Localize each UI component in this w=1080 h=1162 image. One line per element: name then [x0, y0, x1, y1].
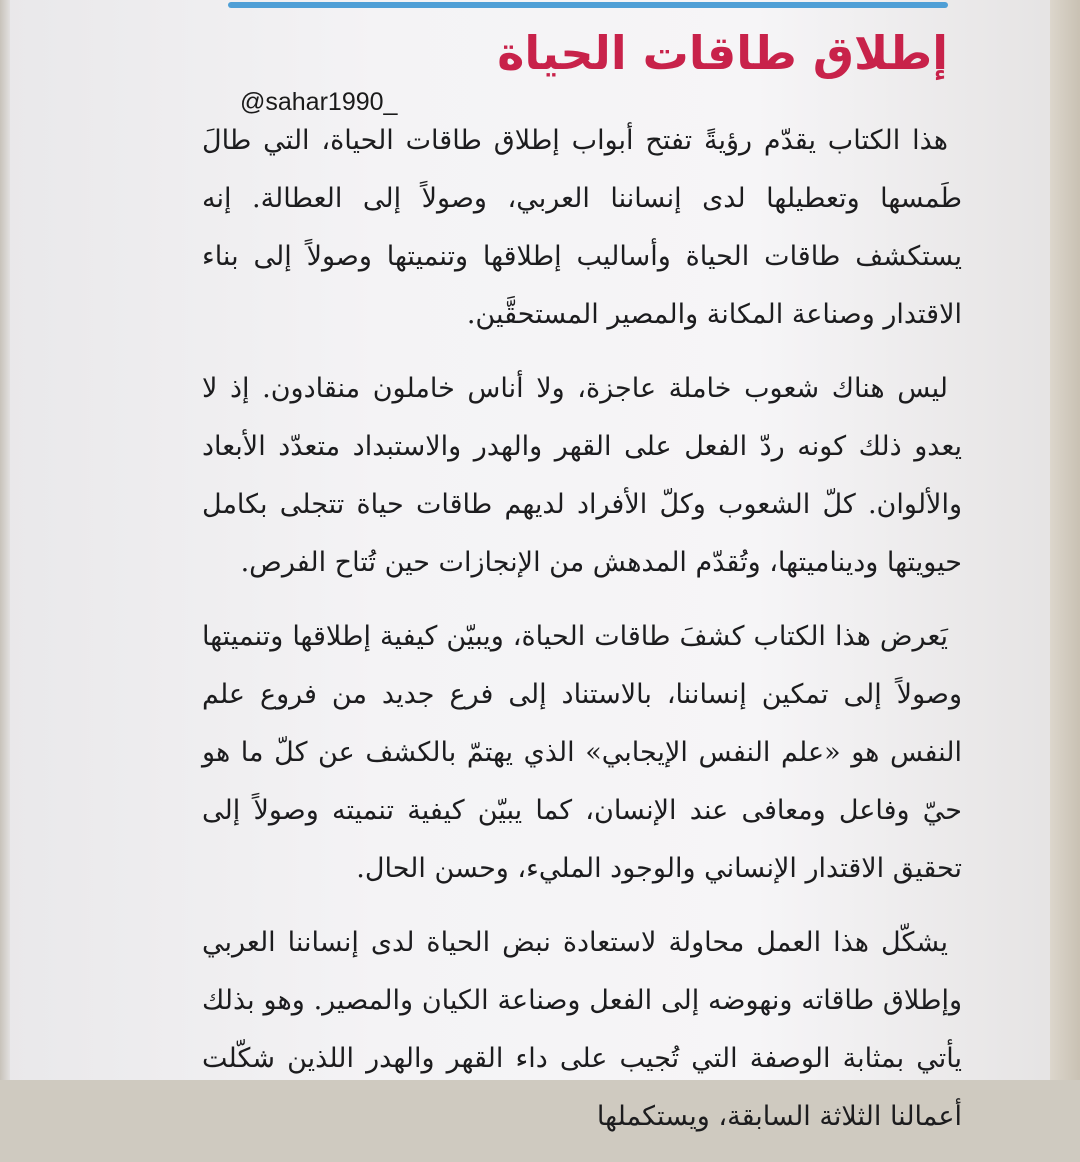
background-surface-right [1050, 0, 1080, 1080]
paragraph-4: يشكّل هذا العمل محاولة لاستعادة نبض الحياة لدى إنساننا العربي وإطلاق طاقاته ونهوضه إلى الفعل وصناعة الكيان والمصير. وهو بذلك يأتي بمثابة الوصفة التي تُجيب على داء القهر والهدر اللذين شكّلت أعمالنا الثلاثة السابقة، ويستكملها [202, 927, 963, 1132]
watermark-handle: @sahar1990_ [240, 88, 398, 116]
background-surface-left [0, 0, 10, 1080]
page-title: إطلاق طاقات الحياة [497, 26, 948, 80]
top-accent-rule [228, 2, 948, 8]
paragraph-3: يَعرض هذا الكتاب كشفَ طاقات الحياة، ويبيّن كيفية إطلاقها وتنميتها وصولاً إلى تمكين إنساننا، بالاستناد إلى فرع جديد من فروع علم النفس هو «علم النفس الإيجابي» الذي يهتمّ بالكشف عن كلّ ما هو حيّ وفاعل ومعافى عند الإنسان، كما يبيّن كيفية تنميته وصولاً إلى تحقيق الاقتدار الإنساني والوجود المليء، وحسن الحال. [202, 621, 962, 884]
body-text [202, 112, 962, 1162]
paragraph-1: هذا الكتاب يقدّم رؤيةً تفتح أبواب إطلاق طاقات الحياة، التي طالَ طَمسها وتعطيلها لدى إنساننا العربي، وصولاً إلى العطالة. إنه يستكشف طاقات الحياة وأساليب إطلاقها وتنميتها وصولاً إلى بناء الاقتدار وصناعة المكانة والمصير المستحقَّين. [202, 125, 962, 330]
paragraph-2: ليس هناك شعوب خاملة عاجزة، ولا أناس خاملون منقادون. إذ لا يعدو ذلك كونه ردّ الفعل على القهر والهدر والاستبداد متعدّد الأبعاد والألوان. كلّ الشعوب وكلّ الأفراد لديهم طاقات حياة تتجلى بكامل حيويتها وديناميتها، وتُقدّم المدهش من الإنجازات حين تُتاح الفرص. [202, 373, 962, 578]
